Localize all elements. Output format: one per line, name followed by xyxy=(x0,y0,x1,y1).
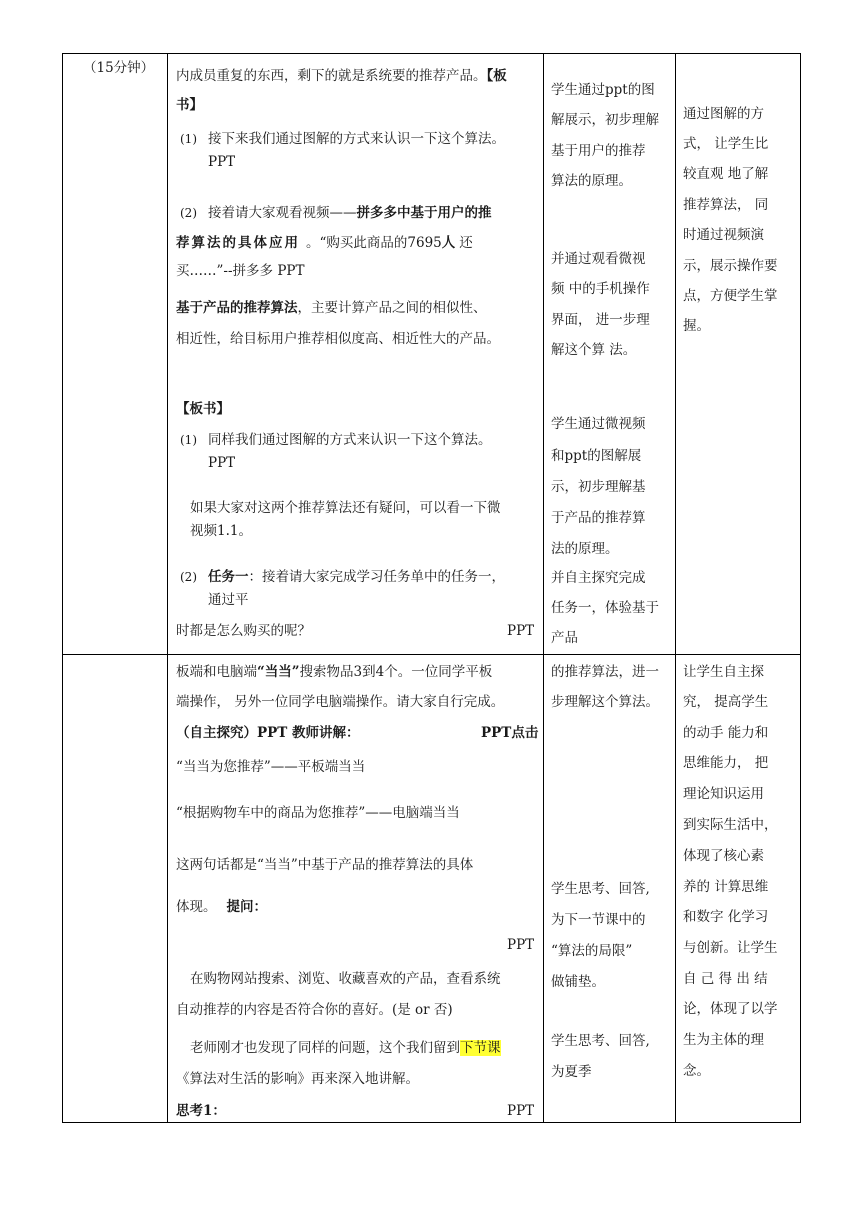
list-number: (1) xyxy=(180,132,197,146)
list-number: (2) xyxy=(180,206,197,220)
text-line: “当当为您推荐”——平板端当当 xyxy=(176,759,366,775)
text-line: “根据购物车中的商品为您推荐”——电脑端当当 xyxy=(176,805,460,821)
text-line: 到实际生活中， xyxy=(683,817,778,833)
board-heading: 【板书】 xyxy=(176,401,230,417)
text-line: PPT xyxy=(208,455,236,471)
text-line: 思考1： xyxy=(176,1103,226,1119)
ppt-marker: PPT xyxy=(507,937,535,953)
text-line: 学生思考、回答, xyxy=(551,881,650,897)
text-line: 和数字 化学习 xyxy=(683,909,769,925)
text-line: 任务一，体验基于 xyxy=(551,600,659,616)
text-line: 学生思考、回答, xyxy=(551,1033,650,1049)
text-line: PPT xyxy=(208,154,236,170)
text-line: 学生通过ppt的图 xyxy=(551,82,655,98)
text-line: 的推荐算法，进一 xyxy=(551,664,659,680)
text-line: 理论知识运用 xyxy=(683,786,764,802)
text-line: 荐算法的具体应用 。“购买此商品的7695人 还 xyxy=(176,235,473,251)
ppt-marker: PPT xyxy=(507,1103,535,1119)
text-line: 基于用户的推荐 xyxy=(551,143,646,159)
ppt-marker: PPT点击 xyxy=(481,725,539,741)
text-line: 并通过观看微视 xyxy=(551,251,646,267)
text-line: 通过图解的方 xyxy=(683,106,764,122)
text-line: 与创新。让学生 xyxy=(683,940,778,956)
text-line: 界面， 进一步理 xyxy=(551,312,650,328)
text-line: 较直观 地了解 xyxy=(683,166,769,182)
text-line: 做铺垫。 xyxy=(551,974,605,990)
text-line: 为夏季 xyxy=(551,1064,592,1080)
text-line: 于产品的推荐算 xyxy=(551,510,646,526)
text-line: 同样我们通过图解的方式来认识一下这个算法。 xyxy=(208,432,492,448)
text-line: 念。 xyxy=(683,1063,710,1079)
text-line: 算法的原理。 xyxy=(551,173,632,189)
text-line: 时都是怎么购买的呢？ xyxy=(176,623,311,639)
list-number: (1) xyxy=(180,433,197,447)
table-col-divider-2 xyxy=(543,53,544,1123)
text-line: 书】 xyxy=(176,97,203,113)
text-line: 养的 计算思维 xyxy=(683,879,769,895)
text-line: 解展示，初步理解 xyxy=(551,112,659,128)
text-line: 老师刚才也发现了同样的问题，这个我们留到下节课 xyxy=(190,1040,501,1056)
text-line: 体现。 提问： xyxy=(176,899,267,915)
text-line: 究， 提高学生 xyxy=(683,694,769,710)
text-line: 如果大家对这两个推荐算法还有疑问，可以看一下微 xyxy=(190,500,501,516)
text-line: 这两句话都是“当当”中基于产品的推荐算法的具体 xyxy=(176,857,474,873)
table-border-right xyxy=(800,53,801,1123)
table-col-divider-1 xyxy=(167,53,168,1123)
text-line: 自动推荐的内容是否符合你的喜好。(是 or 否) xyxy=(176,1002,453,1018)
text-line: 端操作， 另外一位同学电脑端操作。请大家自行完成。 xyxy=(176,694,505,710)
text-line: 自 己 得 出 结 xyxy=(683,971,768,987)
text-line: 《算法对生活的影响》再来深入地讲解。 xyxy=(176,1071,419,1087)
text-line: 的动手 能力和 xyxy=(683,725,769,741)
list-number: (2) xyxy=(180,570,197,584)
text-line: 点，方便学生掌 xyxy=(683,288,778,304)
text-line: 接着请大家观看视频——拼多多中基于用户的推 xyxy=(208,205,492,221)
text-line: 板端和电脑端“当当”搜索物品3到4个。一位同学平板 xyxy=(176,664,493,680)
text-line: 体现了核心素 xyxy=(683,848,764,864)
text-line: 频 中的手机操作 xyxy=(551,281,650,297)
text-line: 买……”--拼多多 PPT xyxy=(176,263,305,279)
text-line: 论，体现了以学 xyxy=(683,1001,778,1017)
table-row-divider xyxy=(62,654,801,655)
highlighted-text: 下节课 xyxy=(460,1040,501,1056)
text-line: 并自主探究完成 xyxy=(551,570,646,586)
text-line: 生为主体的理 xyxy=(683,1032,764,1048)
text-line: 示，初步理解基 xyxy=(551,479,646,495)
text-line: 示，展示操作要 xyxy=(683,258,778,274)
text-line: 步理解这个算法。 xyxy=(551,694,659,710)
text-line: （自主探究）PPT 教师讲解： xyxy=(176,725,360,741)
text-line: 任务一：接着请大家完成学习任务单中的任务一， xyxy=(208,569,505,585)
text-line: 为下一节课中的 xyxy=(551,912,646,928)
text-line: 内成员重复的东西，剩下的就是系统要的推荐产品。【板 xyxy=(176,68,507,84)
text-line: 握。 xyxy=(683,318,710,334)
text-line: 通过平 xyxy=(208,592,249,608)
text-line: 相近性，给目标用户推荐相似度高、相近性大的产品。 xyxy=(176,331,500,347)
text-line: “算法的局限” xyxy=(551,943,633,959)
ppt-marker: PPT xyxy=(507,623,535,639)
text-line: 视频1.1。 xyxy=(190,523,252,539)
text-line: 解这个算 法。 xyxy=(551,342,637,358)
text-line: 和ppt的图解展 xyxy=(551,448,642,464)
table-border-top xyxy=(62,53,801,54)
time-label: （15分钟） xyxy=(83,60,155,76)
text-line: 式， 让学生比 xyxy=(683,136,769,152)
text-line: 接下来我们通过图解的方式来认识一下这个算法。 xyxy=(208,131,505,147)
table-col-divider-3 xyxy=(675,53,676,1123)
text-line: 在购物网站搜索、浏览、收藏喜欢的产品，查看系统 xyxy=(190,971,501,987)
text-line: 思维能力， 把 xyxy=(683,755,769,771)
text-line: 产品 xyxy=(551,630,578,646)
text-line: 法的原理。 xyxy=(551,541,619,557)
table-border-bottom xyxy=(62,1122,801,1123)
text-line: 基于产品的推荐算法，主要计算产品之间的相似性、 xyxy=(176,300,487,316)
text-line: 让学生自主探 xyxy=(683,664,764,680)
text-line: 推荐算法， 同 xyxy=(683,197,769,213)
text-line: 时通过视频演 xyxy=(683,227,764,243)
text-line: 学生通过微视频 xyxy=(551,416,646,432)
table-border-left xyxy=(62,53,63,1123)
